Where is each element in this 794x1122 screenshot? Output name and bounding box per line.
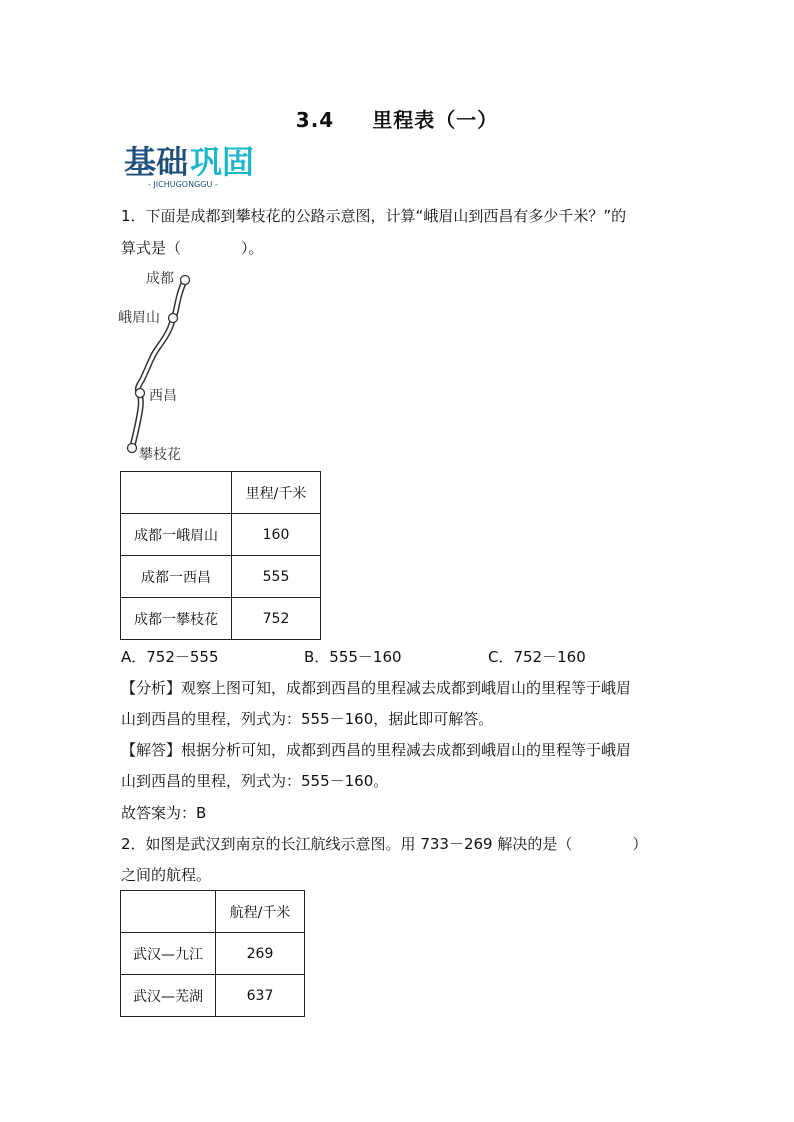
q2-route-table [120,890,305,1017]
table-row [121,598,321,640]
page-title [0,104,794,133]
table-row [121,556,321,598]
section-logo [122,140,272,192]
table-cell: 成都一攀枝花 [121,598,232,640]
section-number: 3.4 [295,108,335,132]
panzhihua-marker [128,444,137,453]
table-header-cell [121,472,232,514]
table-row [121,933,305,975]
logo-text-teal: 巩固 [190,143,255,181]
table-header-cell [121,891,216,933]
emeishan-marker [169,314,178,323]
xichang-marker [136,389,145,398]
q2-text-line2: 之间的航程。 [121,866,212,884]
solution-line2: 山到西昌的里程，列式为：555－160。 [121,772,389,790]
table-cell: 武汉—九江 [121,933,216,975]
table-cell: 555 [232,556,321,598]
table-header-row [121,472,321,514]
map-label-chengdu: 成都 [146,271,174,287]
option-c: C．752－160 [488,648,586,666]
q1-mileage-table [120,471,321,640]
table-cell: 637 [216,975,305,1017]
table-cell: 269 [216,933,305,975]
table-cell: 武汉—芜湖 [121,975,216,1017]
map-label-emeishan: 峨眉山 [118,310,160,326]
table-header-cell: 航程/千米 [216,891,305,933]
solution-line1: 【解答】根据分析可知，成都到西昌的里程减去成都到峨眉山的里程等于峨眉 [121,741,632,759]
answer-line: 故答案为：B [121,804,207,822]
logo-subtext: - JICHUGONGGU - [148,180,218,189]
table-cell: 成都一峨眉山 [121,514,232,556]
table-row [121,514,321,556]
table-row [121,975,305,1017]
option-a: A．752－555 [121,648,219,666]
road-map-diagram [110,262,220,468]
q1-text-line1: 1．下面是成都到攀枝花的公路示意图，计算“峨眉山到西昌有多少千米？”的 [121,207,627,225]
option-b: B．555－160 [304,648,402,666]
map-label-panzhihua: 攀枝花 [139,447,181,463]
logo-text-dark: 基础 [124,143,189,181]
table-header-row [121,891,305,933]
map-label-xichang: 西昌 [149,388,177,404]
table-header-cell: 里程/千米 [232,472,321,514]
section-title: 里程表（一） [372,108,499,132]
q1-text-line2: 算式是（ ）。 [121,239,264,257]
analysis-line2: 山到西昌的里程，列式为：555－160，据此即可解答。 [121,710,494,728]
chengdu-marker [181,276,190,285]
analysis-line1: 【分析】观察上图可知，成都到西昌的里程减去成都到峨眉山的里程等于峨眉 [121,679,632,697]
q2-text-line1: 2．如图是武汉到南京的长江航线示意图。用 733－269 解决的是（ ） [121,835,648,853]
table-cell: 160 [232,514,321,556]
table-cell: 752 [232,598,321,640]
table-cell: 成都一西昌 [121,556,232,598]
road-map-route [110,262,220,468]
